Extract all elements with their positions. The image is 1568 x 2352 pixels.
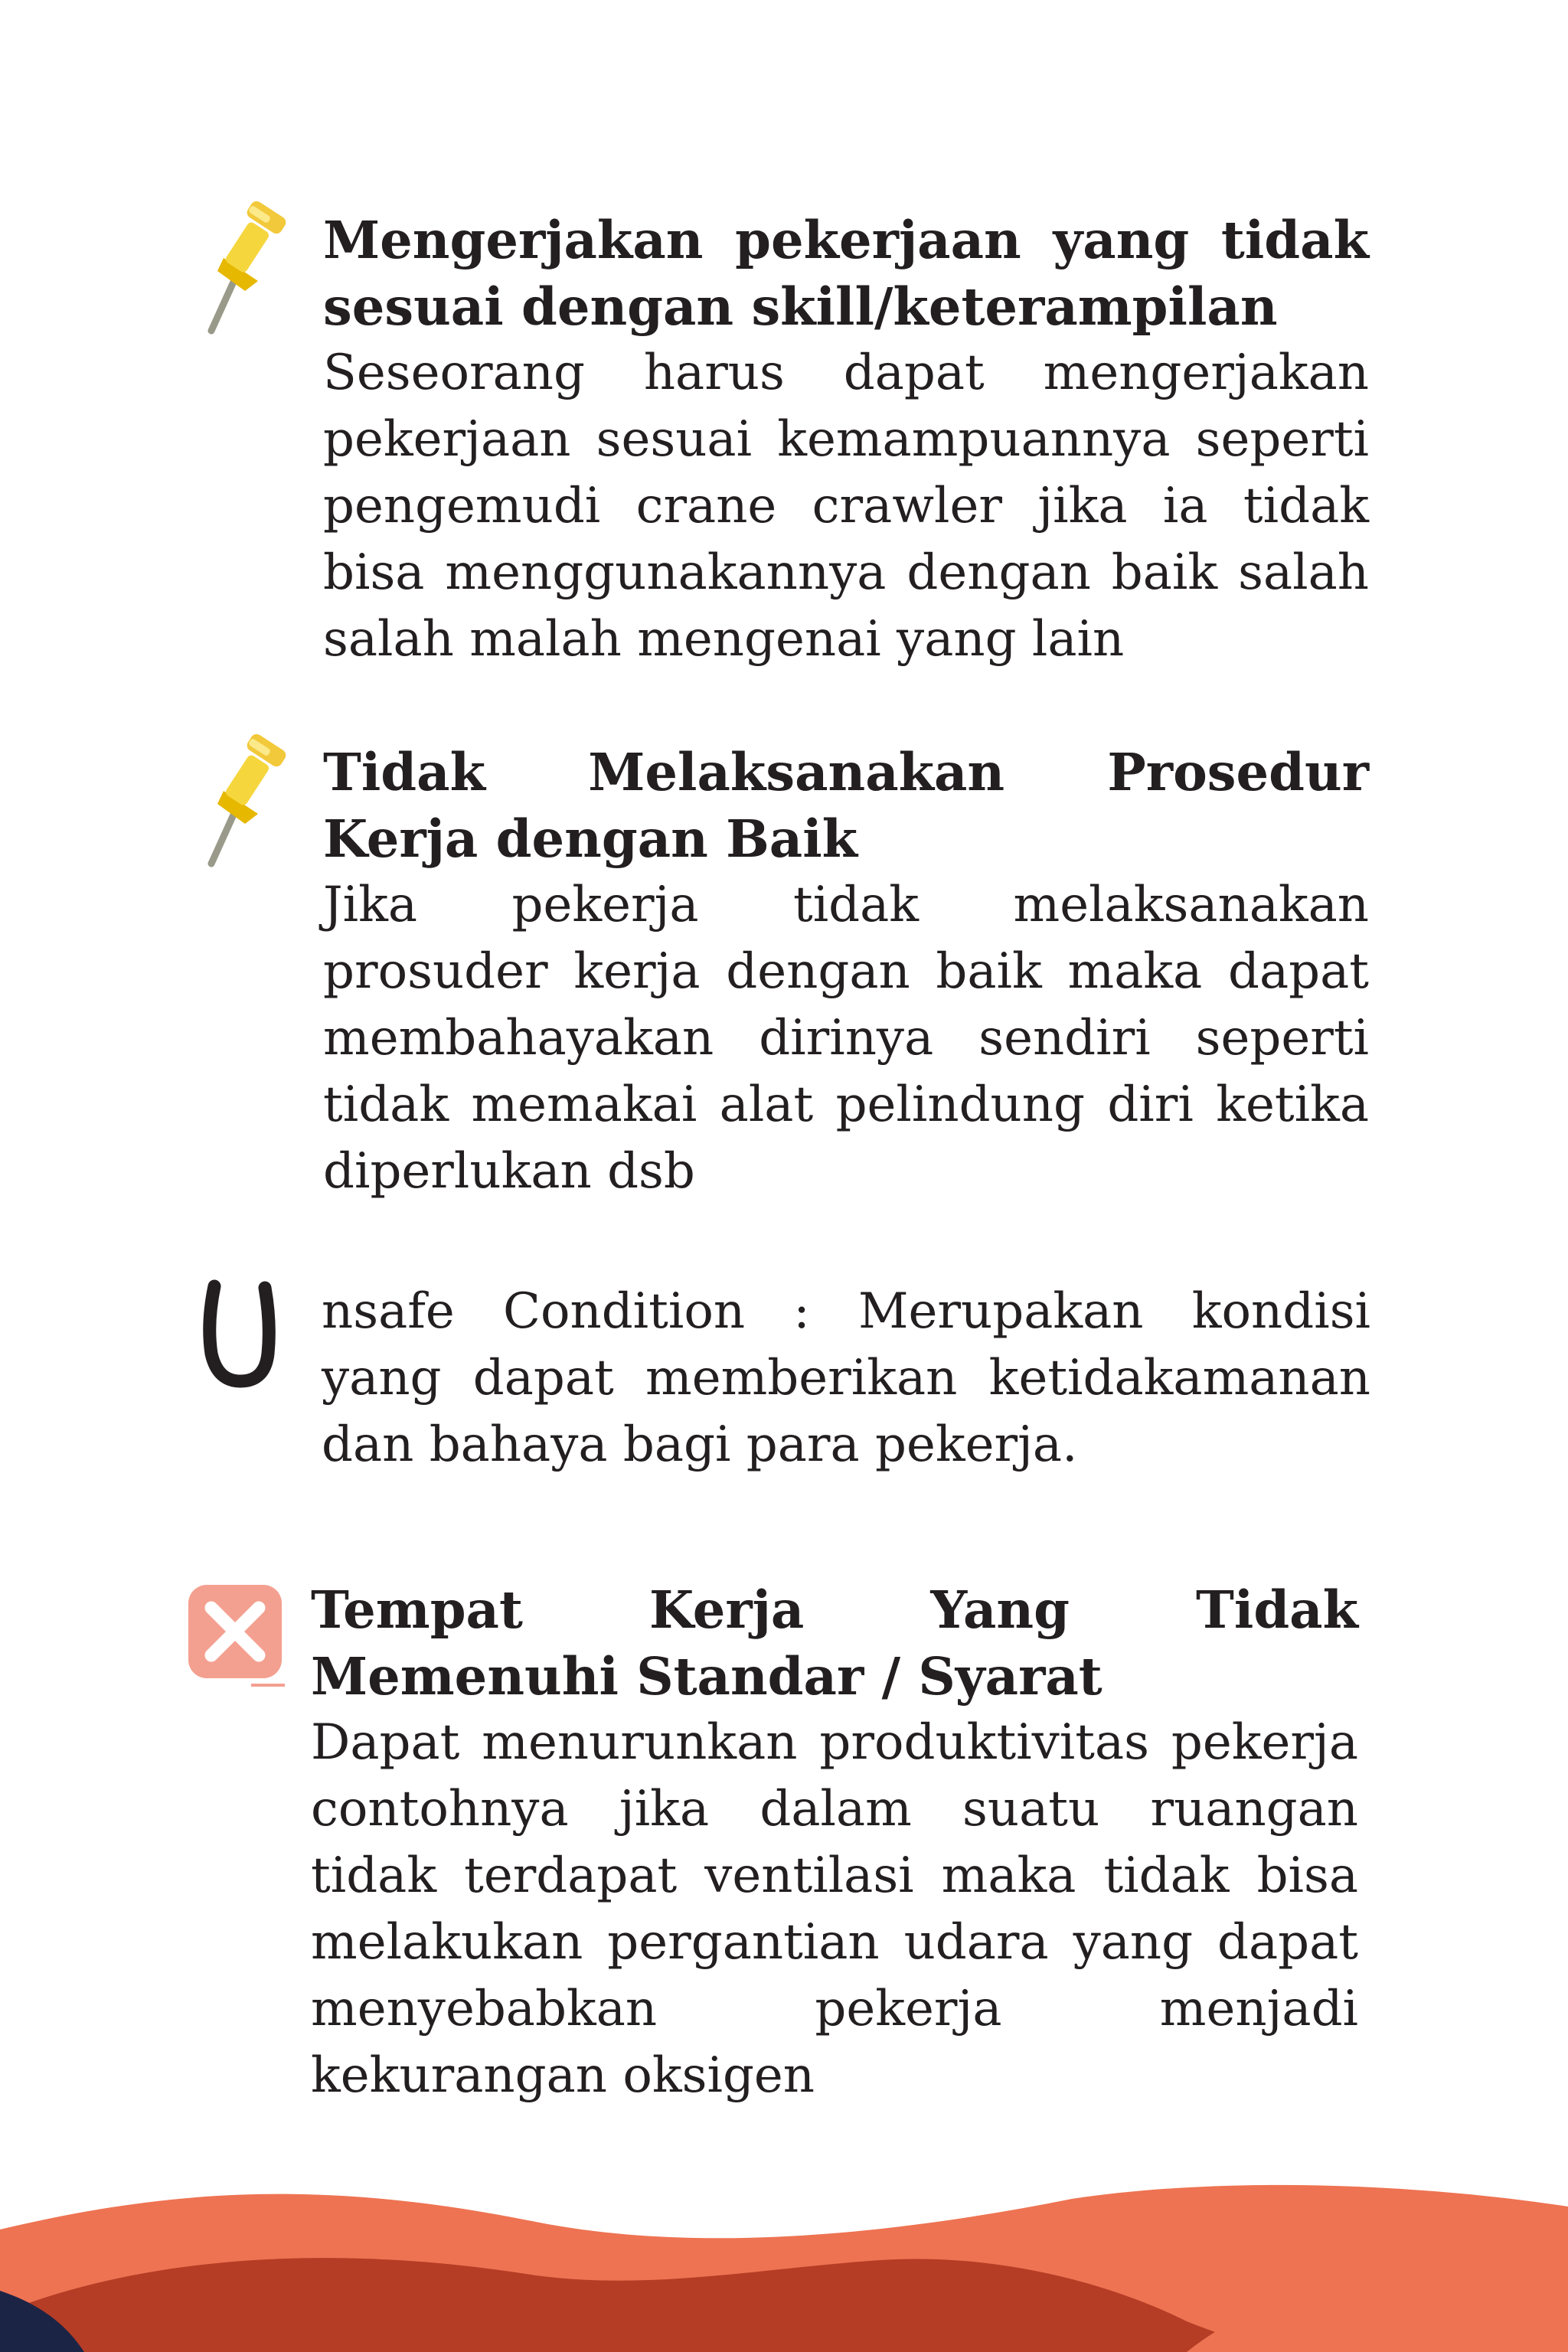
section-2-body: Jika pekerja tidak melaksanakan prosuder kerja dengan baik maka dapat membahayakan dirinya sendiri seperti tidak memakai alat pelindung diri ketika diperlukan dsb (323, 877, 1369, 1200)
decorative-waves (0, 2176, 1568, 2352)
section-4-title: Tempat Kerja Yang Tidak Memenuhi Standar / Syarat (311, 1579, 1358, 1707)
dropcap-u-icon (201, 1277, 277, 1392)
section-2-title: Tidak Melaksanakan Prosedur Kerja dengan Baik (323, 742, 1369, 869)
section-4-body: Dapat menurunkan produktivitas pekerja contohnya jika dalam suatu ruangan tidak terdapat ventilasi maka tidak bisa melakukan pergantian udara yang dapat menyebabkan pekerja menjadi kekurangan oksigen (311, 1714, 1358, 2104)
section-1-body: Seseorang harus dapat mengerjakan pekerjaan sesuai kemampuannya seperti pengemudi crane crawler jika ia tidak bisa menggunakannya dengan baik salah salah malah mengenai yang lain (323, 345, 1369, 668)
pushpin-icon (201, 733, 292, 867)
pushpin-icon (201, 201, 292, 335)
x-mark-icon (187, 1583, 290, 1690)
section-1-title: Mengerjakan pekerjaan yang tidak sesuai dengan skill/keterampilan (323, 210, 1369, 337)
section-3-body: nsafe Condition : Merupakan kondisi yang dapat memberikan ketidakamanan dan bahaya bagi para pekerja. (322, 1283, 1370, 1473)
